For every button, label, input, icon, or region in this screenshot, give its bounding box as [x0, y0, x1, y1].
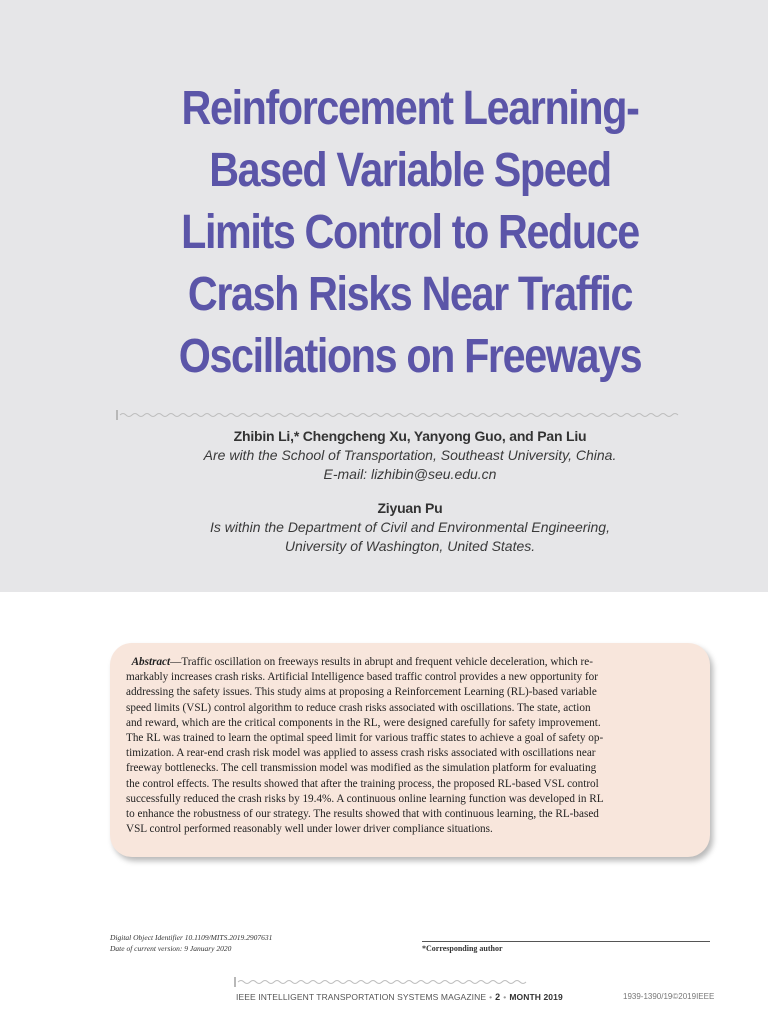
author-affiliation: University of Washington, United States. [284, 538, 536, 554]
footer-magazine: IEEE INTELLIGENT TRANSPORTATION SYSTEMS MAGAZINE • 2 • MONTH 2019 [236, 992, 563, 1002]
abstract-line: and reward, which are the critical components in the RL, were designed carefully for safety improvement. [126, 716, 601, 729]
abstract-line: timization. A rear-end crash risk model was applied to assess crash risks associated with oscillations near [126, 747, 596, 760]
abstract-line: markably increases crash risks. Artificial Intelligence based traffic control provides a new opportunity for [126, 671, 598, 684]
author-email: E-mail: lizhibin@seu.edu.cn [323, 466, 497, 482]
title-line: Oscillations on Freeways [178, 330, 642, 383]
abstract-line: addressing the safety issues. This study aims at proposing a Reinforcement Learning (RL)-based variable [126, 686, 597, 699]
footer-wave-divider [234, 976, 530, 988]
page-number: 2 [495, 992, 501, 1002]
title-line: Reinforcement Learning- [181, 82, 639, 135]
abstract-line: successfully reduced the crash risks by 19.4%. A continuous online learning function was developed in RL [126, 792, 604, 805]
author-affiliation: Are with the School of Transportation, Southeast University, China. [203, 447, 617, 463]
doi-text: Digital Object Identifier 10.1109/MITS.2019.2907631 [110, 933, 273, 942]
doi-footnote [110, 932, 272, 954]
title-line: Based Variable Speed [209, 144, 611, 197]
wave-divider [116, 408, 704, 422]
footer-issn: 1939-1390/19©2019IEEE [623, 992, 715, 1001]
title-line: Crash Risks Near Traffic [187, 268, 633, 321]
issue-month: MONTH 2019 [509, 992, 563, 1002]
author-names: Zhibin Li,* Chengcheng Xu, Yanyong Guo, and Pan Liu [233, 428, 587, 444]
abstract-line: The RL was trained to learn the optimal speed limit for various traffic states to achieve a goal of safety op- [126, 732, 604, 745]
abstract-line: freeway bottlenecks. The cell transmission model was modified as the simulation platform for evaluating [126, 762, 597, 775]
article-title [109, 78, 711, 388]
abstract-text [126, 655, 694, 837]
abstract-box [110, 643, 710, 857]
footnote-rule [422, 941, 710, 942]
title-line: Limits Control to Reduce [181, 206, 639, 259]
date-text: Date of current version: 9 January 2020 [110, 944, 232, 953]
abstract-line: Abstract—Traffic oscillation on freeways results in abrupt and frequent vehicle deceleration, which re- [131, 656, 593, 668]
abstract-line: VSL control performed reasonably well under lower driver compliance situations. [126, 823, 493, 836]
author-affiliation: Is within the Department of Civil and Environmental Engineering, [210, 519, 610, 535]
author-names: Ziyuan Pu [377, 500, 443, 516]
abstract-line: the control effects. The results showed that after the training process, the proposed RL-based VSL control [126, 777, 599, 790]
author-block [60, 426, 760, 556]
abstract-line: to enhance the robustness of our strategy. The results showed that with continuous learning, the RL-based [126, 808, 599, 821]
abstract-lead: Abstract [131, 656, 171, 668]
magazine-name: IEEE INTELLIGENT TRANSPORTATION SYSTEMS MAGAZINE [236, 992, 487, 1002]
abstract-line: speed limits (VSL) control algorithm to reduce crash risks associated with oscillations. The state, action [126, 701, 591, 714]
corresponding-author-note: *Corresponding author [422, 944, 503, 953]
